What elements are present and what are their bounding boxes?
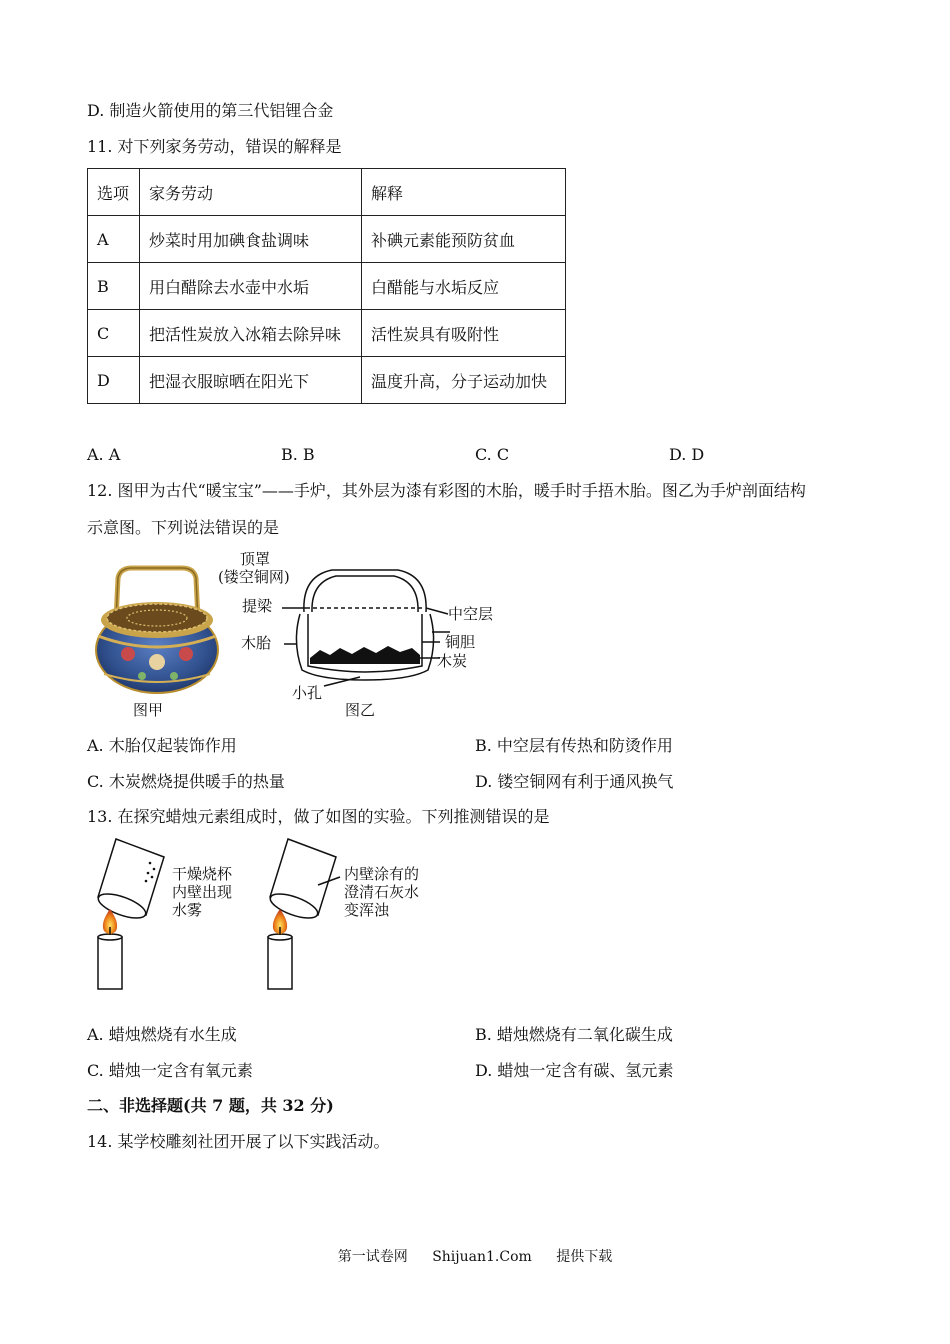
table-cell: 把湿衣服晾晒在阳光下 bbox=[140, 357, 362, 404]
table-header-cell: 选项 bbox=[88, 169, 140, 216]
table-cell: 活性炭具有吸附性 bbox=[362, 310, 566, 357]
q11-stem: 11. 对下列家务劳动，错误的解释是 bbox=[87, 137, 342, 156]
label-small-hole: 小孔 bbox=[292, 684, 323, 702]
table-cell: B bbox=[88, 263, 140, 310]
label-top-cover: 顶罩 bbox=[240, 550, 271, 568]
q13-option-b: B. 蜡烛燃烧有二氧化碳生成 bbox=[475, 1025, 673, 1044]
table-cell: 把活性炭放入冰箱去除异味 bbox=[140, 310, 362, 357]
footer-site-en: Shijuan1.Com bbox=[432, 1249, 532, 1265]
figure-caption-a: 图甲 bbox=[133, 701, 164, 719]
q12-stem-line1: 12. 图甲为古代“暖宝宝”——手炉，其外层为漆有彩图的木胎，暖手时手捂木胎。图乙为手炉剖面结构 bbox=[87, 481, 806, 500]
q13-option-d: D. 蜡烛一定含有碳、氢元素 bbox=[475, 1061, 674, 1080]
q13-option-a: A. 蜡烛燃烧有水生成 bbox=[87, 1025, 237, 1044]
right-note-line1: 内壁涂有的 bbox=[344, 865, 420, 883]
q12-option-a: A. 木胎仅起装饰作用 bbox=[87, 736, 237, 755]
q11-table bbox=[87, 168, 566, 404]
q12-option-b: B. 中空层有传热和防烫作用 bbox=[475, 736, 673, 755]
table-header-row bbox=[88, 169, 566, 216]
q11-option-c: C. C bbox=[475, 445, 510, 464]
label-handle: 提梁 bbox=[242, 597, 273, 615]
hand-warmer-photo bbox=[88, 562, 228, 702]
candle-limewater-beaker-diagram bbox=[256, 835, 356, 995]
page-footer bbox=[0, 1246, 950, 1266]
footer-site-cn: 第一试卷网 bbox=[337, 1249, 408, 1265]
hand-warmer-section-diagram bbox=[280, 562, 500, 697]
table-cell: 温度升高，分子运动加快 bbox=[362, 357, 566, 404]
q12-stem-line2: 示意图。下列说法错误的是 bbox=[87, 518, 280, 537]
table-cell: 炒菜时用加碘食盐调味 bbox=[140, 216, 362, 263]
table-cell: 补碘元素能预防贫血 bbox=[362, 216, 566, 263]
label-wood-shell: 木胎 bbox=[241, 634, 272, 652]
table-cell: 用白醋除去水壶中水垢 bbox=[140, 263, 362, 310]
table-header-cell: 解释 bbox=[362, 169, 566, 216]
footer-provide: 提供下载 bbox=[556, 1249, 613, 1265]
left-note-line2: 内壁出现 bbox=[172, 883, 233, 901]
q12-option-c: C. 木炭燃烧提供暖手的热量 bbox=[87, 772, 285, 791]
label-copper-mesh: (镂空铜网) bbox=[218, 568, 290, 586]
table-row bbox=[88, 310, 566, 357]
table-cell: D bbox=[88, 357, 140, 404]
label-hollow-layer: 中空层 bbox=[448, 605, 494, 623]
section-2-title: 二、非选择题(共 7 题，共 32 分) bbox=[87, 1096, 334, 1115]
label-copper-liner: 铜胆 bbox=[445, 633, 476, 651]
q11-option-a: A. A bbox=[87, 445, 121, 464]
candle-dry-beaker-diagram bbox=[86, 835, 186, 995]
q11-option-d: D. D bbox=[669, 445, 705, 464]
q14-stem: 14. 某学校雕刻社团开展了以下实践活动。 bbox=[87, 1132, 390, 1151]
q11-option-b: B. B bbox=[281, 445, 315, 464]
table-row bbox=[88, 357, 566, 404]
figure-caption-b: 图乙 bbox=[345, 701, 376, 719]
q13-stem: 13. 在探究蜡烛元素组成时，做了如图的实验。下列推测错误的是 bbox=[87, 807, 550, 826]
table-header-cell: 家务劳动 bbox=[140, 169, 362, 216]
q12-option-d: D. 镂空铜网有利于通风换气 bbox=[475, 772, 674, 791]
q10-option-d: D. 制造火箭使用的第三代铝锂合金 bbox=[87, 101, 334, 120]
label-charcoal: 木炭 bbox=[437, 652, 468, 670]
table-row bbox=[88, 263, 566, 310]
table-cell: 白醋能与水垢反应 bbox=[362, 263, 566, 310]
right-note-line3: 变浑浊 bbox=[344, 901, 390, 919]
left-note-line3: 水雾 bbox=[172, 901, 203, 919]
q13-option-c: C. 蜡烛一定含有氧元素 bbox=[87, 1061, 253, 1080]
left-note-line1: 干燥烧杯 bbox=[172, 865, 233, 883]
right-note-line2: 澄清石灰水 bbox=[344, 883, 420, 901]
table-cell: A bbox=[88, 216, 140, 263]
table-cell: C bbox=[88, 310, 140, 357]
table-row bbox=[88, 216, 566, 263]
